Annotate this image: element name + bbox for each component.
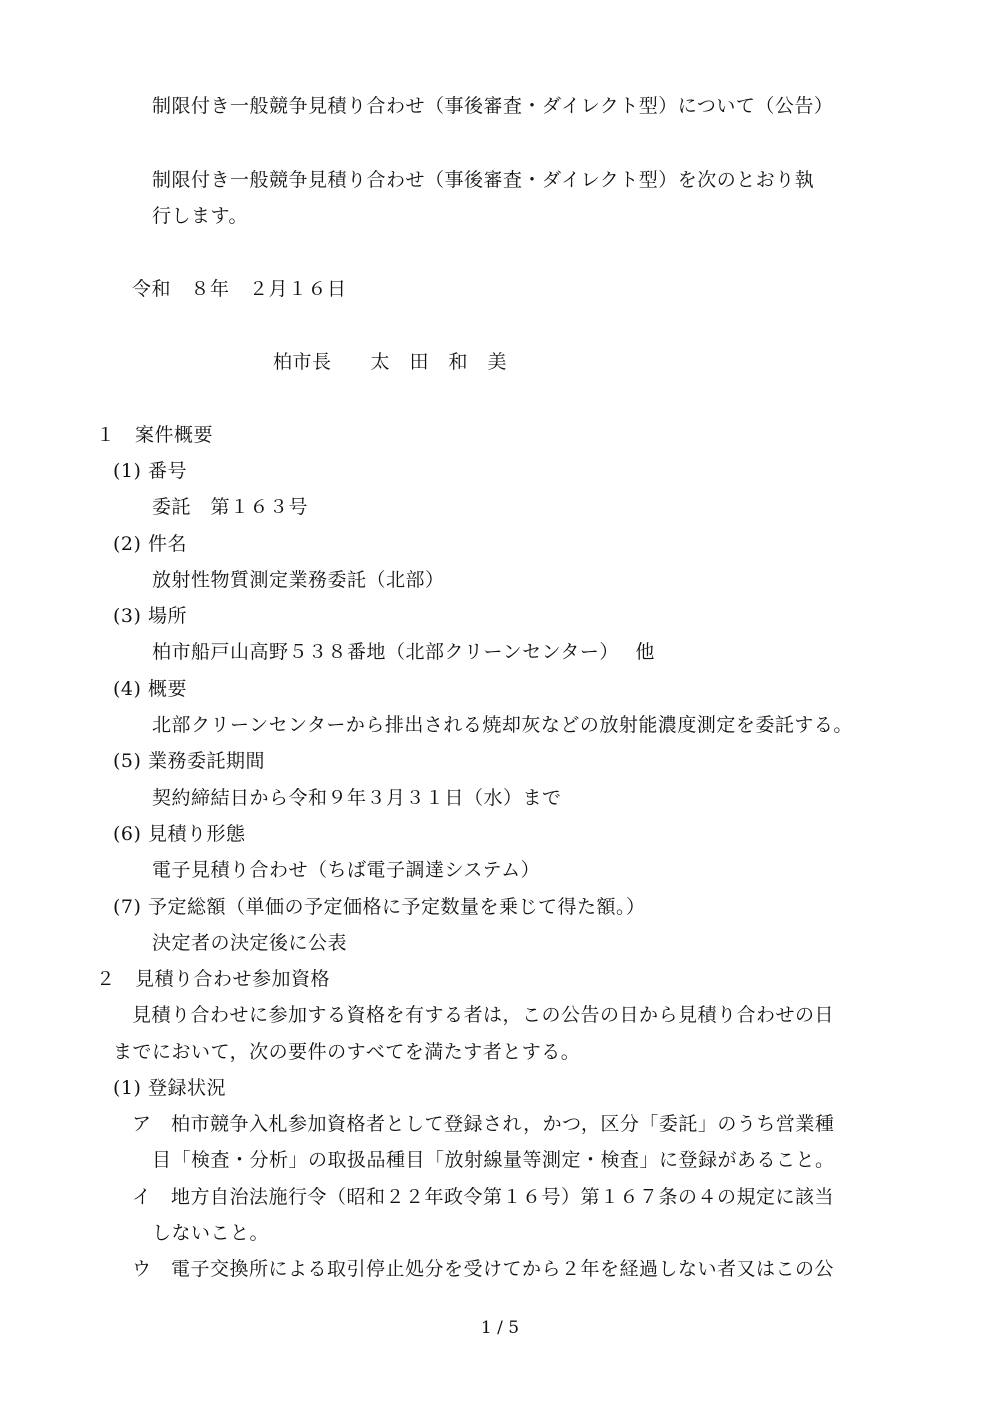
item-format-value: 電子見積り合わせ（ちば電子調達システム） xyxy=(152,859,541,881)
item-format-label: (6) 見積り形態 xyxy=(113,823,246,845)
item-location-value: 柏市船戸山高野５３８番地（北部クリーンセンター） 他 xyxy=(152,641,655,663)
item-number-value: 委託 第１６３号 xyxy=(152,496,309,518)
requirement-i-line-2: しないこと。 xyxy=(152,1222,270,1244)
intro-line-1: 制限付き一般競争見積り合わせ（事後審査・ダイレクト型）を次のとおり執 xyxy=(152,169,815,191)
item-summary-value: 北部クリーンセンターから排出される焼却灰などの放射能濃度測定を委託する。 xyxy=(152,714,853,736)
item-name-label: (2) 件名 xyxy=(113,533,187,555)
item-period-label: (5) 業務委託期間 xyxy=(113,750,265,772)
requirement-a-line-1: ア 柏市競争入札参加資格者として登録され，かつ，区分「委託」のうち営業種 xyxy=(132,1113,835,1135)
section-1-heading: １ 案件概要 xyxy=(96,424,214,446)
section-2-paragraph-line-1: 見積り合わせに参加する資格を有する者は，この公告の日から見積り合わせの日 xyxy=(132,1004,835,1026)
requirement-i-line-1: イ 地方自治法施行令（昭和２２年政令第１６号）第１６７条の４の規定に該当 xyxy=(132,1186,835,1208)
signatory: 柏市長 太 田 和 美 xyxy=(273,351,508,373)
item-number-label: (1) 番号 xyxy=(113,460,187,482)
page-title: 制限付き一般競争見積り合わせ（事後審査・ダイレクト型）について（公告） xyxy=(152,95,834,117)
item-period-value: 契約締結日から令和９年３月３１日（水）まで xyxy=(152,787,562,809)
item-total-value: 決定者の決定後に公表 xyxy=(152,932,348,954)
item-name-value: 放射性物質測定業務委託（北部） xyxy=(152,569,445,591)
section-2-heading: ２ 見積り合わせ参加資格 xyxy=(96,968,331,990)
registration-status-heading: (1) 登録状況 xyxy=(113,1077,226,1099)
item-summary-label: (4) 概要 xyxy=(113,678,187,700)
section-2-paragraph-line-2: までにおいて，次の要件のすべてを満たす者とする。 xyxy=(113,1041,581,1063)
notice-date: 令和 ８年 ２月１６日 xyxy=(132,278,347,300)
item-location-label: (3) 場所 xyxy=(113,605,187,627)
item-total-label: (7) 予定総額（単価の予定価格に予定数量を乗じて得た額。） xyxy=(113,896,646,918)
requirement-a-line-2: 目「検査・分析」の取扱品種目「放射線量等測定・検査」に登録があること。 xyxy=(152,1149,835,1171)
intro-line-2: 行します。 xyxy=(152,205,248,227)
requirement-u-line-1: ウ 電子交換所による取引停止処分を受けてから２年を経過しない者又はこの公 xyxy=(132,1258,835,1280)
page-number: 1 / 5 xyxy=(480,1318,520,1338)
